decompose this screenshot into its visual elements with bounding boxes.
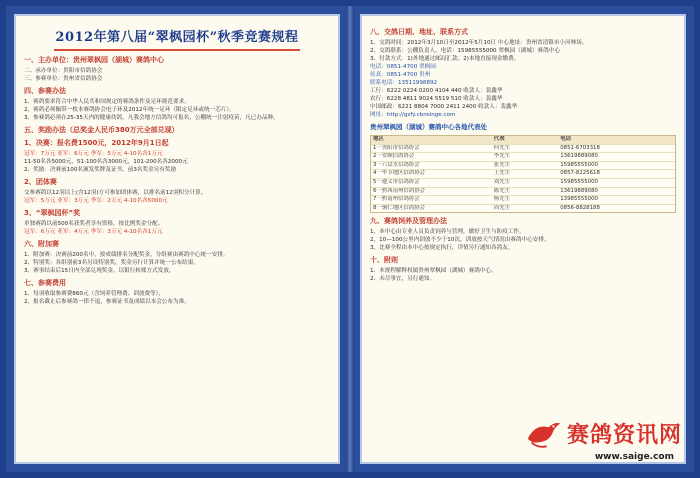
rule-line: 2、报名截止后参赛鸽一律不退，参赛证书及成绩以本会公布为准。 (24, 299, 190, 305)
rule-line: 1、本规程解释权属贵州翠枫园（湖城）赛鸽中心。 (370, 268, 497, 275)
table-cell: 15985555000 (560, 161, 598, 168)
table-cell: 张先生 (493, 161, 510, 168)
rule-line: 2、10—100公里内训放不少于10次，训放按天气情况由赛鸽中心安排。 (370, 237, 550, 244)
bank-line: 农行：6228 4811 9024 5519 510 收款人：裴鑫华 (370, 96, 503, 102)
rule-line: 三、参赛单位：贵州省信鸽协会 (24, 76, 103, 82)
right-page (360, 14, 686, 464)
watermark-chinese: 赛鸽资讯网 (566, 422, 682, 448)
table-cell: 1一贵阳市信鸽协会 (373, 144, 420, 151)
table-row (371, 187, 675, 196)
table-cell: 周先生 (493, 204, 510, 211)
table-cell: 3一六盘水信鸽协会 (373, 161, 420, 168)
rule-line: 2、特别奖：各组别前3名另设特别奖，奖金另行计算并统一公布结果。 (24, 260, 199, 266)
bank-line: 工行：6222 0224 0200 4104 440 收款人：裴鑫华 (370, 88, 503, 94)
watermark-url: www.saige.com (594, 452, 674, 462)
table-cell: 刘先生 (493, 178, 510, 185)
section-heading: 七、参赛费用 (24, 279, 66, 287)
title-rule (54, 49, 300, 51)
table-cell: 13985555000 (560, 196, 598, 203)
rule-line: 3、付款方式：1)外地通过邮局汇款；2)本地直接现金缴费。 (370, 56, 520, 62)
section-heading: 五、奖励办法（总奖金人民币380万元全部兑现） (24, 126, 179, 134)
rule-line: 冠军：6万元 亚军：4万元 季军：3万元 4-10名各1万元 (24, 229, 163, 235)
table-cell: 何先生 (493, 144, 510, 151)
table-row (371, 178, 675, 187)
table-cell: 李先生 (493, 153, 510, 160)
watermark (524, 414, 682, 462)
table-header-cell: 地区 (373, 136, 384, 142)
table-cell: 王先生 (493, 170, 510, 177)
table-row (371, 204, 675, 213)
section-heading: 八、交鸽日期、地址、联系方式 (370, 28, 468, 36)
left-content (24, 52, 330, 306)
page-title: 2012年第八届“翠枫园杯”秋季竞赛规程 (55, 30, 299, 45)
rule-line: 1、赛鸽要求符合中华人民共和国规定的赛鸽条件及足环规范要求。 (24, 99, 190, 105)
section-heading: 九、赛鸽饲养及管理办法 (370, 217, 447, 226)
table-cell: 0856-8828188 (560, 204, 600, 211)
section-heading: 十、附则 (370, 256, 398, 265)
section-heading: 一、主办单位：贵州翠枫园（湖城）赛鸽中心 (24, 56, 164, 64)
table-cell: 4一毕节地区信鸽协会 (373, 170, 425, 177)
table-cell: 15985555000 (560, 178, 598, 185)
table-row (371, 144, 675, 153)
rule-line: 1、交鸽时间：2012年3月10日至2012年5月10日 中心地址：贵州省清镇市小河林场。 (370, 40, 588, 46)
table-cell: 13619889080 (560, 187, 598, 194)
section-heading: 四、参赛办法 (24, 87, 66, 95)
rule-line: 1、每羽收取参赛费860元（含饲养管理费、训放费等）， (24, 291, 165, 297)
rule-line: 3、比赛全程由本中心按规定执行，详情另行通知各鸽友。 (370, 245, 514, 252)
table-cell: 0857-8225618 (560, 170, 600, 177)
rule-line: 二、承办单位：贵阳市信鸽协会 (24, 68, 103, 74)
rule-line: 2、未尽事宜，另行通知。 (370, 276, 436, 283)
right-content (370, 24, 676, 283)
table-cell: 13619889080 (560, 153, 598, 160)
pigeon-logo-icon (524, 414, 562, 452)
spine (346, 6, 354, 472)
table-cell: 0851-6703318 (560, 144, 600, 151)
rule-line: 交参赛鸽以12羽以上(含12羽)方可参加团体赛，以排名前12羽积分计算。 (24, 190, 207, 196)
rule-line: 2、奖励：决赛前100名颁发奖牌及证书，前3名奖金另有奖励 (24, 167, 177, 173)
phone-line: 传真：0851-4700 贵州 (370, 72, 431, 78)
agents-table (370, 135, 676, 213)
table-row (371, 161, 675, 170)
rule-line: 单独赛鸽以前500名获奖者享有资格，按比例奖金分配。 (24, 221, 164, 227)
left-page (14, 14, 340, 464)
section-heading: 六、附加赛 (24, 240, 59, 248)
rule-line: 冠军：7万元 亚军：6万元 季军：5万元 4-10名各1万元 (24, 151, 163, 157)
table-cell: 2一安顺信鸽协会 (373, 153, 415, 160)
table-cell: 陈先生 (493, 187, 510, 194)
phone-line: 联系电话：13511998892 (370, 80, 438, 86)
phone-line: 电话：0851-4700 翠枫园 (370, 64, 436, 70)
table-cell: 8一铜仁地区信鸽协会 (373, 204, 425, 211)
table-header-cell: 电话 (560, 136, 572, 142)
table-cell: 杨先生 (493, 196, 510, 203)
table-cell: 7一黔南州信鸽协会 (373, 196, 420, 203)
rule-line: 1、本中心由专业人员负责饲养与管理，做好卫生与防疫工作。 (370, 229, 525, 236)
rule-line: 3、赛事结束后15日内全部兑现奖金，以银行转账方式发放。 (24, 268, 175, 274)
table-row (371, 169, 675, 178)
table-row (371, 195, 675, 204)
rule-line: 3、参赛鸽必须在25-35天内的健康幼鸽，凡我会地方信鸽均可报名，公棚统一注射疫苗，凡已办品种。 (24, 115, 279, 121)
booklet-spread (6, 6, 694, 472)
rule-line: 2、赛鸽必须佩带一枚本赛鸽协会电子环及2012年统一足环（限定足环或统一芯片）， (24, 107, 235, 113)
website-line[interactable]: 网址：http://gzfy.cbnsinge.com (370, 112, 456, 118)
table-header-cell: 代表 (493, 136, 505, 142)
rule-line: 冠军：5万元 亚军：3万元 季军：2万元 4-10名各5000元 (24, 198, 168, 204)
table-row (371, 152, 675, 161)
section-heading: 1、决赛：报名费1500元，2012年9月1日起 (24, 139, 169, 147)
bank-line: 中国邮政：6221 8804 7000 2411 2400 收款人：裴鑫华 (370, 104, 518, 110)
agents-title: 贵州翠枫园（湖城）赛鸽中心各地代表处 (370, 123, 487, 131)
rule-line: 11-50名各5000元，51-100名各3000元，101-200名各2000元 (24, 159, 188, 165)
rule-line: 2、交鸽联系：公棚负责人，电话：15985555000 翠枫园（湖城）赛鸽中心 (370, 48, 560, 54)
table-cell: 6一黔西南州信鸽协会 (373, 187, 425, 194)
table-cell: 5一遵义市信鸽协会 (373, 178, 420, 185)
rule-line: 1、附加赛：决赛前200名中，按成绩排名分配奖金，分组赛由赛鸽中心统一安排。 (24, 252, 229, 258)
section-heading: 2、团体赛 (24, 178, 57, 186)
section-heading: 3、“翠枫园杯”奖 (24, 209, 81, 217)
table-header-row (371, 136, 675, 144)
